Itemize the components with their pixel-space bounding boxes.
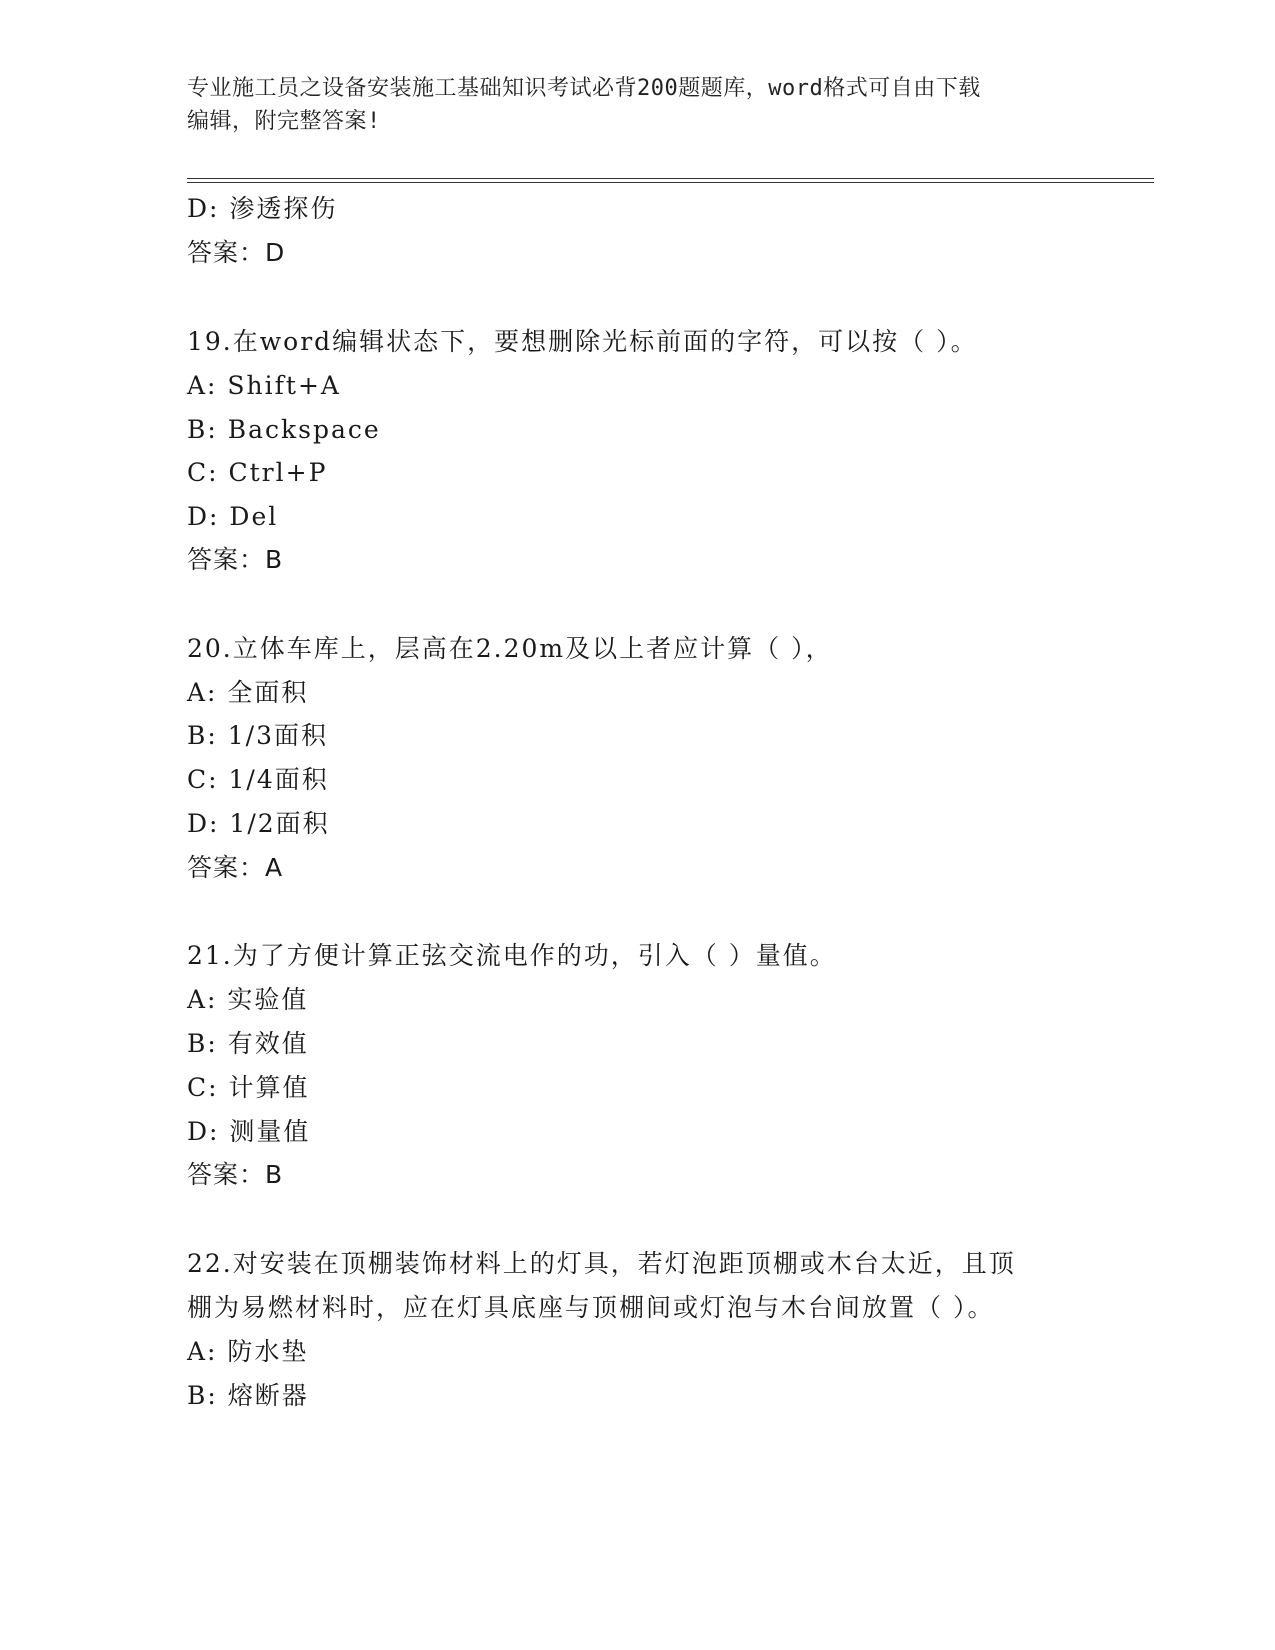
question-22-stem-line-2: 棚为易燃材料时，应在灯具底座与顶棚间或灯泡与木台间放置（ ）。 — [187, 1293, 995, 1322]
question-19-option-d: D: Del — [187, 502, 279, 531]
prev-answer: 答案：D — [187, 238, 286, 267]
question-21-option-b: B: 有效值 — [187, 1029, 309, 1058]
header-divider — [187, 178, 1154, 183]
question-20-option-c: C: 1/4面积 — [187, 765, 329, 794]
question-21-option-c: C: 计算值 — [187, 1073, 310, 1102]
question-20-option-b: B: 1/3面积 — [187, 721, 328, 750]
header-line-1: 专业施工员之设备安装施工基础知识考试必背200题题库，word格式可自由下载 — [187, 76, 981, 101]
question-19-option-a: A: Shift+A — [187, 371, 341, 400]
question-21-stem: 21.为了方便计算正弦交流电作的功，引入（ ）量值。 — [187, 941, 837, 970]
question-19-option-b: B: Backspace — [187, 415, 381, 444]
prev-option-d: D: 渗透探伤 — [187, 194, 338, 223]
question-20-option-a: A: 全面积 — [187, 678, 309, 707]
question-20-stem: 20.立体车库上，层高在2.20m及以上者应计算（ ）， — [187, 634, 833, 663]
question-20-option-d: D: 1/2面积 — [187, 809, 330, 838]
question-21-answer: 答案：B — [187, 1160, 284, 1189]
question-19-answer: 答案：B — [187, 545, 284, 574]
question-22-option-a: A: 防水垫 — [187, 1337, 309, 1366]
question-19-stem: 19.在word编辑状态下，要想删除光标前面的字符，可以按（ ）。 — [187, 327, 978, 356]
question-19-option-c: C: Ctrl+P — [187, 458, 328, 487]
question-20-answer: 答案：A — [187, 853, 284, 882]
question-21-option-d: D: 测量值 — [187, 1117, 311, 1146]
question-22-option-b: B: 熔断器 — [187, 1381, 309, 1410]
page-header — [187, 72, 1067, 138]
question-22-stem-line-1: 22.对安装在顶棚装饰材料上的灯具，若灯泡距顶棚或木台太近，且顶 — [187, 1249, 1016, 1278]
header-line-2: 编辑，附完整答案! — [187, 109, 381, 134]
question-21-option-a: A: 实验值 — [187, 985, 309, 1014]
